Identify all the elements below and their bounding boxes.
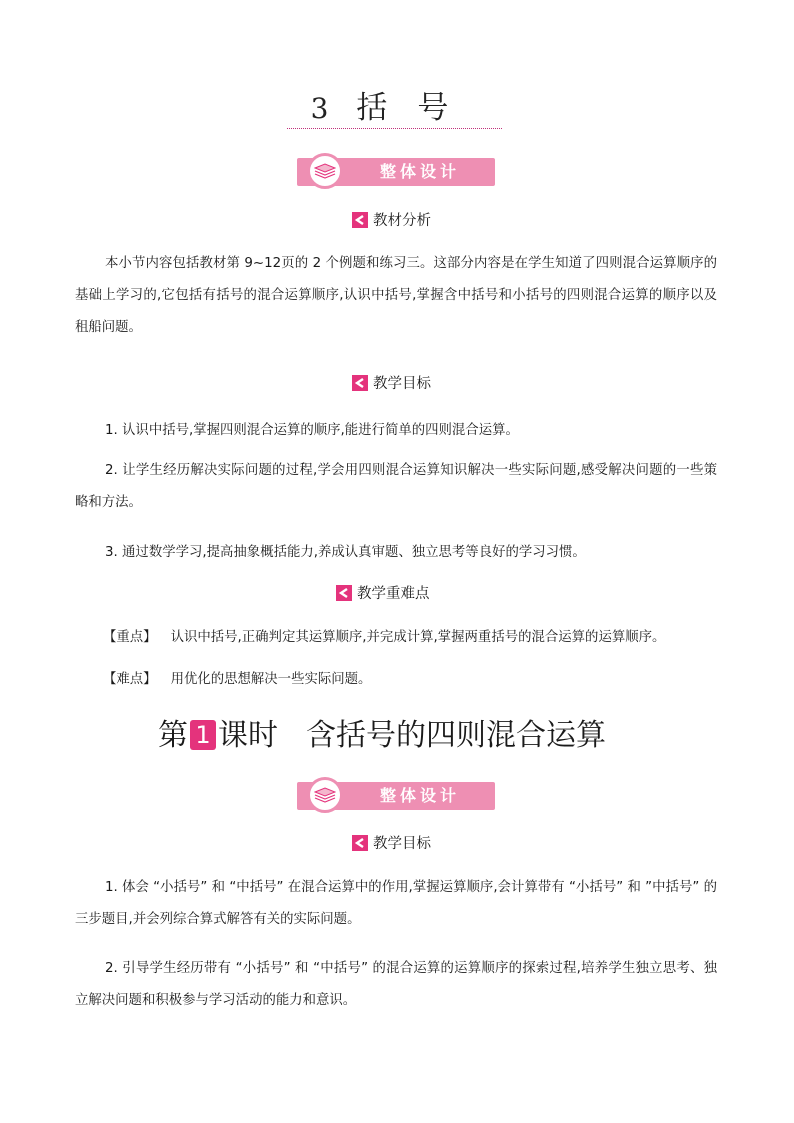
book-emblem-icon <box>307 777 343 813</box>
heading-label: 教学目标 <box>373 376 431 392</box>
key-point-line <box>103 622 723 654</box>
heading-teaching-goals-2 <box>352 834 431 854</box>
heading-label: 教学重难点 <box>357 586 430 602</box>
key-text: 认识中括号,正确判定其运算顺序,并完成计算,掌握两重括号的混合运算的运算顺序。 <box>170 630 666 645</box>
red-arrow-icon <box>336 585 352 601</box>
lesson-goal-item-2: 2. 引导学生经历带有 “小括号” 和 “中括号” 的混合运算的运算顺序的探索过程,培养学生独立思考、独立解决问题和积极参与学习活动的能力和意识。 <box>75 961 717 1008</box>
red-arrow-icon <box>352 375 368 391</box>
lesson-prefix: 第 <box>158 718 188 753</box>
lesson-number-badge: 1 <box>190 720 216 750</box>
heading-materials-analysis <box>352 211 431 231</box>
lesson-name: 含括号的四则混合运算 <box>306 718 606 753</box>
chapter-name: 括号 <box>356 90 479 126</box>
paragraph-analysis: 本小节内容包括教材第 9~12页的 2 个例题和练习三。这部分内容是在学生知道了四则混合运算顺序的基础上学习的,它包括有括号的混合运算顺序,认识中括号,掌握含中括号和小括号的四则混合运算的顺序以及租船问题。 <box>75 256 717 335</box>
goal-item-2: 2. 让学生经历解决实际问题的过程,学会用四则混合运算知识解决一些实际问题,感受解决问题的一些策略和方法。 <box>75 463 717 510</box>
red-arrow-icon <box>352 212 368 228</box>
goal-item-1: 1. 认识中括号,掌握四则混合运算的顺序,能进行简单的四则混合运算。 <box>105 423 519 438</box>
section-banner-overall-design-2 <box>297 782 495 810</box>
lesson-goal-item-1: 1. 体会 “小括号” 和 “中括号” 在混合运算中的作用,掌握运算顺序,会计算带有 “小括号” 和 ”中括号” 的三步题目,并会列综合算式解答有关的实际问题。 <box>75 880 717 927</box>
lesson-title <box>158 713 638 759</box>
heading-teaching-goals <box>352 374 431 394</box>
chapter-number: 3 <box>310 92 329 125</box>
book-emblem-icon <box>307 153 343 189</box>
section-banner-label: 整体设计 <box>379 786 460 805</box>
heading-label: 教材分析 <box>373 213 431 229</box>
section-banner-overall-design <box>297 158 495 186</box>
difficult-point-line <box>103 664 723 696</box>
chapter-title <box>287 88 502 129</box>
key-label: 【重点】 <box>103 630 157 645</box>
difficult-label: 【难点】 <box>103 672 157 687</box>
goal-item-3: 3. 通过数学学习,提高抽象概括能力,养成认真审题、独立思考等良好的学习习惯。 <box>105 545 586 560</box>
heading-key-difficult <box>336 584 430 604</box>
section-banner-label: 整体设计 <box>379 162 460 181</box>
red-arrow-icon <box>352 835 368 851</box>
lesson-suffix: 课时 <box>218 718 278 753</box>
heading-label: 教学目标 <box>373 836 431 852</box>
difficult-text: 用优化的思想解决一些实际问题。 <box>170 672 372 687</box>
